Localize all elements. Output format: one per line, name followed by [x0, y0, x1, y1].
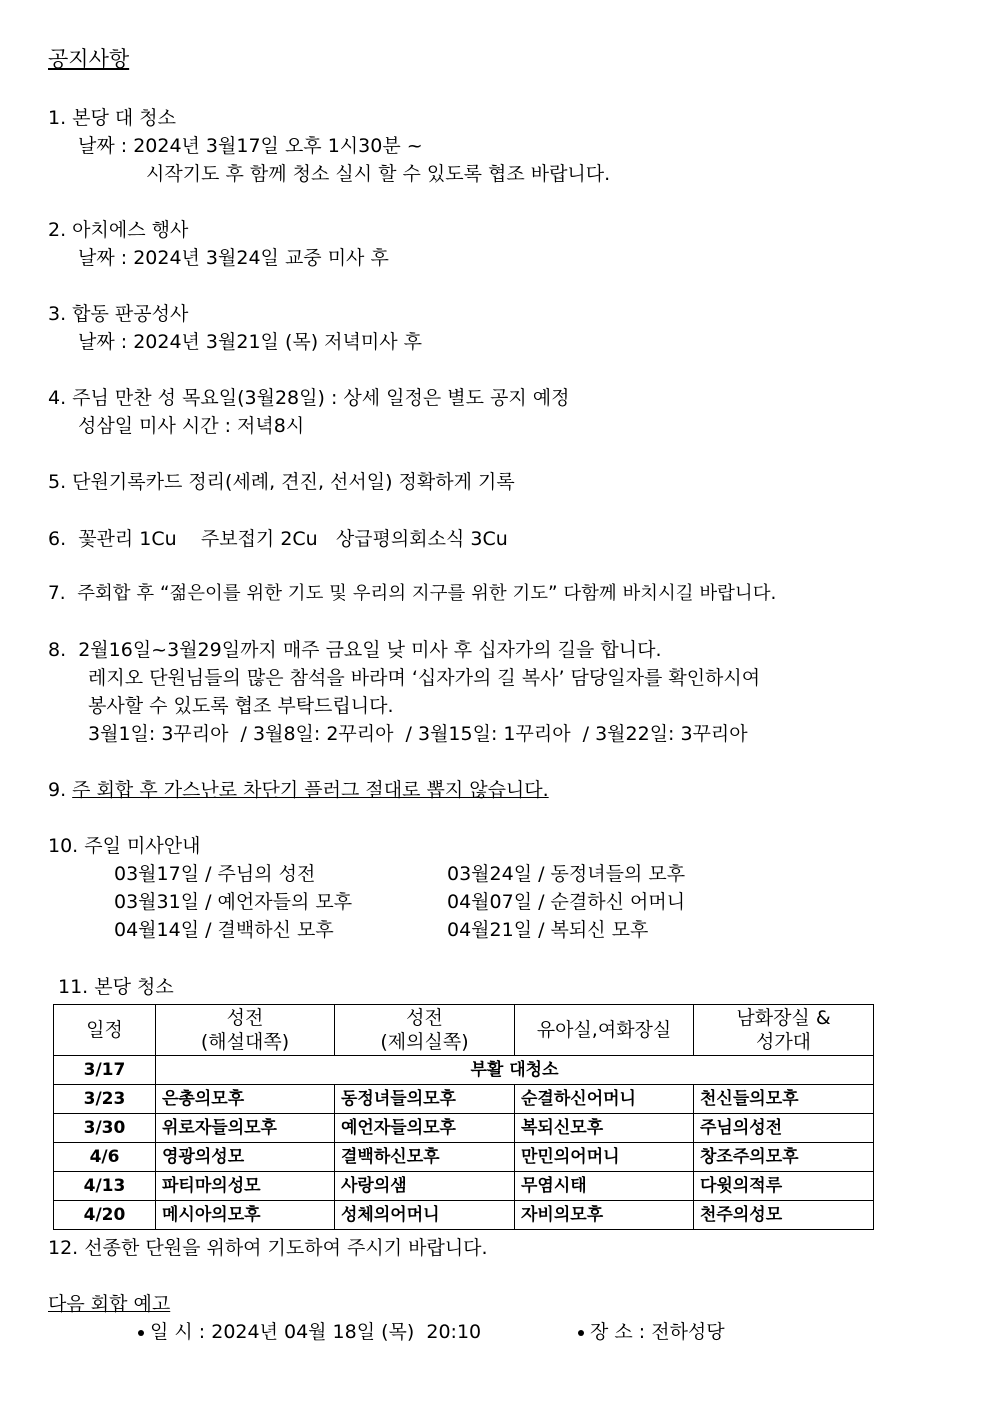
row-date: 3/23 — [54, 1085, 156, 1114]
bullet-icon — [578, 1330, 584, 1336]
notice-5: 5. 단원기록카드 정리(세례, 견진, 선서일) 정확하게 기록 — [48, 471, 515, 493]
table-cell: 파티마의성모 — [156, 1172, 335, 1201]
table-cell: 무염시태 — [515, 1172, 694, 1201]
table-cell: 순결하신어머니 — [515, 1085, 694, 1114]
notice-7: 7. 주회합 후 “젊은이를 위한 기도 및 우리의 지구를 위한 기도” 다함께 바치시길 바랍니다. — [48, 583, 777, 604]
next-meeting-place-text: 장 소 : 전하성당 — [590, 1321, 725, 1343]
notice-3-title: 3. 합동 판공성사 — [48, 303, 189, 325]
next-meeting-heading: 다음 회합 예고 — [48, 1293, 171, 1315]
table-cell: 메시아의모후 — [156, 1201, 335, 1230]
table-header-row — [54, 1005, 874, 1056]
col-header-sanctuary-commentator: 성전 (해설대쪽) — [156, 1005, 335, 1056]
mass-entry: 03월31일 / 예언자들의 모후 — [114, 891, 353, 913]
notice-6: 6. 꽃관리 1Cu 주보접기 2Cu 상급평의회소식 3Cu — [48, 528, 508, 550]
table-cell: 복되신모후 — [515, 1114, 694, 1143]
cleaning-table — [53, 1004, 874, 1230]
table-row — [54, 1056, 874, 1085]
table-row — [54, 1143, 874, 1172]
mass-entry: 03월17일 / 주님의 성전 — [114, 863, 316, 885]
table-cell: 만민의어머니 — [515, 1143, 694, 1172]
table-cell: 성체의어머니 — [335, 1201, 515, 1230]
table-cell: 창조주의모후 — [694, 1143, 874, 1172]
col-header-sanctuary-sacristy: 성전 (제의실쪽) — [335, 1005, 515, 1056]
notice-2-title: 2. 아치에스 행사 — [48, 219, 189, 241]
row-date: 4/20 — [54, 1201, 156, 1230]
notice-8-title: 8. 2월16일~3월29일까지 매주 금요일 낮 미사 후 십자가의 길을 합니다. — [48, 639, 662, 661]
table-row — [54, 1172, 874, 1201]
table-cell: 천주의성모 — [694, 1201, 874, 1230]
notice-8-line-3: 봉사할 수 있도록 협조 부탁드립니다. — [88, 695, 394, 717]
notice-3-date: 날짜 : 2024년 3월21일 (목) 저녁미사 후 — [78, 331, 422, 353]
notice-4-title: 4. 주님 만찬 성 목요일(3월28일) : 상세 일정은 별도 공지 예정 — [48, 387, 570, 409]
next-meeting-place — [578, 1320, 725, 1344]
notice-9-text: 주 회합 후 가스난로 차단기 플러그 절대로 뽑지 않습니다. — [72, 779, 549, 801]
table-cell: 동정녀들의모후 — [335, 1085, 515, 1114]
col-header-nursery-women-restroom: 유아실,여화장실 — [515, 1005, 694, 1056]
table-cell: 다윗의적루 — [694, 1172, 874, 1201]
mass-entry: 03월24일 / 동정녀들의 모후 — [447, 863, 686, 885]
table-cell: 주님의성전 — [694, 1114, 874, 1143]
table-row — [54, 1085, 874, 1114]
mass-entry: 04월07일 / 순결하신 어머니 — [447, 891, 686, 913]
table-cell: 영광의성모 — [156, 1143, 335, 1172]
notice-2-date: 날짜 : 2024년 3월24일 교중 미사 후 — [78, 247, 389, 269]
table-cell: 예언자들의모후 — [335, 1114, 515, 1143]
table-cell: 은총의모후 — [156, 1085, 335, 1114]
bullet-icon — [138, 1330, 144, 1336]
table-row — [54, 1114, 874, 1143]
mass-heading: 10. 주일 미사안내 — [48, 835, 201, 857]
table-cell: 위로자들의모후 — [156, 1114, 335, 1143]
notice-9-number: 9. — [48, 779, 73, 801]
next-meeting-date-text: 일 시 : 2024년 04월 18일 (목) 20:10 — [150, 1321, 482, 1343]
mass-entry: 04월14일 / 결백하신 모후 — [114, 919, 334, 941]
row-date: 4/13 — [54, 1172, 156, 1201]
easter-cleaning-cell: 부활 대청소 — [156, 1056, 874, 1085]
col-header-men-restroom-choir: 남화장실 & 성가대 — [694, 1005, 874, 1056]
notice-8-schedule: 3월1일: 3꾸리아 / 3월8일: 2꾸리아 / 3월15일: 1꾸리아 / 3월22일: 3꾸리아 — [88, 723, 748, 745]
table-cell: 결백하신모후 — [335, 1143, 515, 1172]
cleaning-heading: 11. 본당 청소 — [58, 976, 174, 998]
table-row — [54, 1201, 874, 1230]
notice-8-line-2: 레지오 단원님들의 많은 참석을 바라며 ‘십자가의 길 복사’ 담당일자를 확인하시여 — [88, 667, 761, 689]
notice-9 — [48, 778, 549, 802]
page-title: 공지사항 — [48, 47, 130, 71]
notice-4-detail: 성삼일 미사 시간 : 저녁8시 — [78, 415, 305, 437]
table-cell: 자비의모후 — [515, 1201, 694, 1230]
table-cell: 천신들의모후 — [694, 1085, 874, 1114]
mass-entry: 04월21일 / 복되신 모후 — [447, 919, 649, 941]
notice-1-title: 1. 본당 대 청소 — [48, 107, 177, 129]
notice-1-detail: 시작기도 후 함께 청소 실시 할 수 있도록 협조 바랍니다. — [146, 163, 611, 185]
row-date: 4/6 — [54, 1143, 156, 1172]
next-meeting-date — [138, 1320, 481, 1344]
notice-1-date: 날짜 : 2024년 3월17일 오후 1시30분 ~ — [78, 135, 423, 157]
table-cell: 사랑의샘 — [335, 1172, 515, 1201]
row-date: 3/17 — [54, 1056, 156, 1085]
col-header-schedule: 일정 — [54, 1005, 156, 1056]
prayer-request: 12. 선종한 단원을 위하여 기도하여 주시기 바랍니다. — [48, 1237, 488, 1259]
row-date: 3/30 — [54, 1114, 156, 1143]
